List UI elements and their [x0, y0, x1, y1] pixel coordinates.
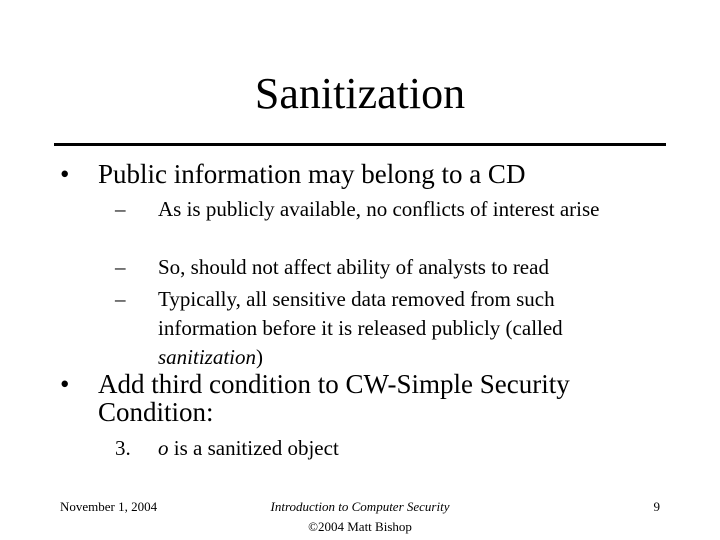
- numbered-text: [158, 434, 628, 463]
- sub-bullet-text: As is publicly available, no conflicts of interest arise: [158, 197, 600, 221]
- bullet-marker: •: [60, 159, 70, 189]
- bullet-marker: •: [60, 369, 70, 399]
- sub-bullet-marker: –: [115, 255, 126, 279]
- footer-course-info: [200, 497, 520, 537]
- sub-bullet-marker: –: [115, 197, 126, 221]
- sub-bullet-text: [158, 285, 628, 372]
- sub-bullet-marker: –: [115, 287, 126, 311]
- page-number: 9: [653, 499, 660, 514]
- sub-bullet-text-end: ): [256, 345, 264, 369]
- sub-bullet-emphasis: sanitization: [158, 345, 257, 369]
- slide-title: Sanitization: [254, 69, 466, 118]
- bullet-text: Add third condition to CW-Simple Security Condition:: [98, 369, 570, 427]
- numbered-text-part: is a sanitized object: [168, 436, 339, 460]
- bullet-text: Public information may belong to a CD: [98, 159, 526, 189]
- footer-course: Introduction to Computer Security: [270, 499, 450, 514]
- sub-bullet-text: So, should not affect ability of analysts to read: [158, 255, 549, 279]
- footer-copyright: ©2004 Matt Bishop: [308, 519, 412, 534]
- number-marker: 3.: [115, 436, 131, 460]
- sub-bullet-text-part: Typically, all sensitive data removed from such information before it is released publicly (called: [158, 287, 563, 340]
- title-divider: [54, 143, 666, 146]
- footer-date: November 1, 2004: [60, 499, 158, 514]
- numbered-emphasis: o: [158, 436, 169, 460]
